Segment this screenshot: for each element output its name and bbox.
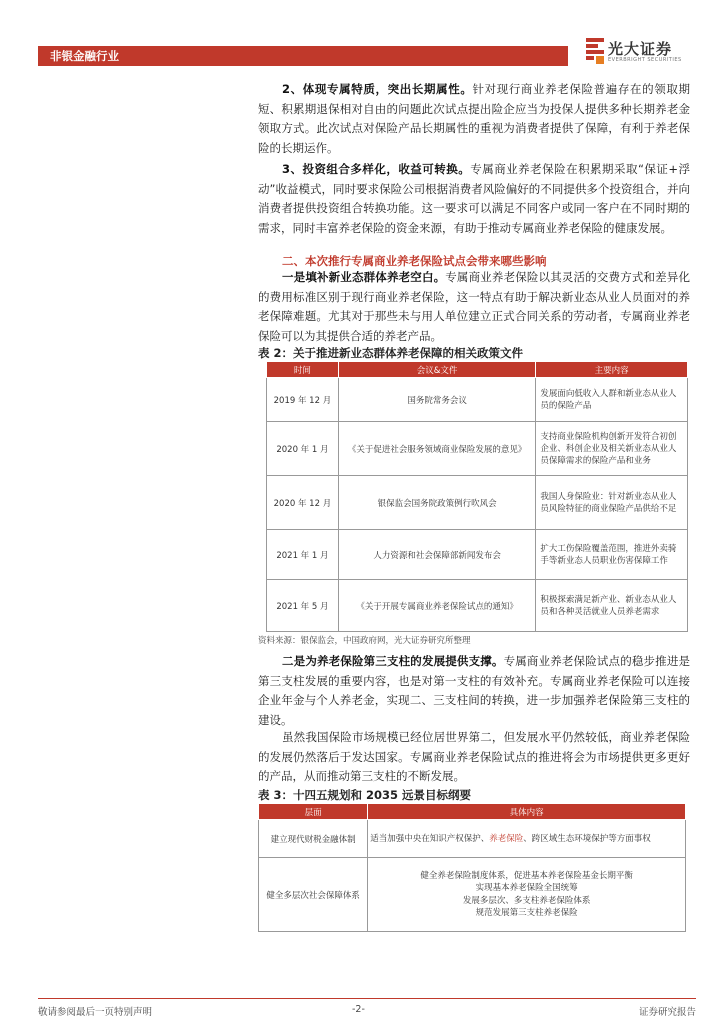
brand-logo-icon <box>586 38 604 64</box>
brand-subtitle: EVERBRIGHT SECURITIES <box>608 57 682 63</box>
table-row <box>259 858 686 932</box>
table-row <box>267 378 688 422</box>
table-cell <box>368 858 686 932</box>
table-cell: 国务院常务会议 <box>338 378 535 422</box>
table-cell: 人力资源和社会保障部新闻发布会 <box>338 530 535 580</box>
table-cell: 银保监会国务院政策例行吹风会 <box>338 476 535 530</box>
highlight-text: 养老保险 <box>489 833 524 844</box>
table-cell <box>368 820 686 858</box>
paragraph-heading: 一是填补新业态群体养老空白。 <box>282 270 446 284</box>
table-cell: 2020 年 12 月 <box>267 476 339 530</box>
brand-name: 光大证券 <box>608 40 673 58</box>
table-cell: 我国人身保险业：针对新业态从业人员风险特征的商业保险产品供给不足 <box>536 476 688 530</box>
paragraph-heading: 二是为养老保险第三支柱的发展提供支撑。 <box>282 654 504 668</box>
table-row <box>267 422 688 476</box>
cell-line: 实现基本养老保险全国统筹 <box>475 883 578 893</box>
footer-report-type: 证券研究报告 <box>638 1007 696 1018</box>
paragraph-new-business <box>258 268 690 346</box>
table-cell: 《关于促进社会服务领域商业保险发展的意见》 <box>338 422 535 476</box>
table-cell: 2020 年 1 月 <box>267 422 339 476</box>
column-header: 时间 <box>267 362 339 378</box>
table-row <box>267 530 688 580</box>
table-cell: 建立现代财税金融体制 <box>259 820 368 858</box>
table3-title: 表 3：十四五规划和 2035 远景目标纲要 <box>258 788 472 802</box>
table-cell: 2021 年 5 月 <box>267 580 339 632</box>
table-row <box>267 476 688 530</box>
paragraph-investment <box>258 160 690 238</box>
cell-line: 健全养老保险制度体系，促进基本养老保险基金长期平衡 <box>420 870 633 881</box>
table-header-row <box>267 362 688 378</box>
paragraph-third-pillar <box>258 652 690 730</box>
brand-logo <box>586 38 696 66</box>
paragraph-body: 虽然我国保险市场规模已经位居世界第二，但发展水平仍然较低，商业养老保险的发展仍然落后于发达国家。专属商业养老保险试点的推进将会为市场提供更多更好的产品，从而推动第三支柱的不断发展。 <box>258 730 690 783</box>
paragraph-market <box>258 728 690 787</box>
paragraph-long-term <box>258 80 690 158</box>
table-cell: 2019 年 12 月 <box>267 378 339 422</box>
cell-line: 规范发展第三支柱养老保险 <box>475 908 578 918</box>
table-cell: 《关于开展专属商业养老保险试点的通知》 <box>338 580 535 632</box>
table-cell: 扩大工伤保险覆盖范围，推进外卖骑手等新业态人员职业伤害保障工作 <box>536 530 688 580</box>
table-header-row <box>259 804 686 820</box>
policy-table <box>266 361 688 632</box>
table-cell: 积极探索满足新产业、新业态从业人员和各种灵活就业人员养老需求 <box>536 580 688 632</box>
table2-title: 表 2：关于推进新业态群体养老保障的相关政策文件 <box>258 346 524 360</box>
paragraph-body: 针对现行商业养老保险普遍存在的领取期短、积累期退保相对自由的问题此次试点提出险企应当为投保人提供多种长期养老金领取方式。此次试点对保险产品长期属性的重视为消费者提供了保障，有利于养老保险的长期运作。 <box>258 82 691 155</box>
cell-text: 适当加强中央在知识产权保护、 <box>370 833 490 844</box>
paragraph-heading: 3、投资组合多样化，收益可转换。 <box>282 162 471 176</box>
paragraph-body: 专属商业养老保险在积累期采取“保证+浮动”收益模式，同时要求保险公司根据消费者风险偏好的不同提供多个投资组合，并向消费者提供投资组合转换功能。这一要求可以满足不同客户或同一客户在不同时期的需求，同时丰富养老保险的资金来源，有助于推动专属商业养老保险的健康发展。 <box>258 162 691 235</box>
cell-text: 、跨区域生态环境保护等方面事权 <box>523 833 651 844</box>
column-header: 会议&文件 <box>338 362 535 378</box>
table-cell: 健全多层次社会保障体系 <box>259 858 368 932</box>
cell-line: 发展多层次、多支柱养老保险体系 <box>462 895 591 906</box>
column-header: 层面 <box>259 804 368 820</box>
section-heading: 二、本次推行专属商业养老保险试点会带来哪些影响 <box>282 254 547 268</box>
paragraph-heading: 2、体现专属特质，突出长期属性。 <box>282 82 473 96</box>
table-source: 资料来源：银保监会，中国政府网，光大证券研究所整理 <box>258 636 471 646</box>
table-cell: 发展面向低收入人群和新业态从业人员的保险产品 <box>536 378 688 422</box>
footer-divider <box>38 998 696 999</box>
table-row <box>267 580 688 632</box>
paragraph-body: 专属商业养老保险以其灵活的交费方式和差异化的费用标准区别于现行商业养老保险，这一特点有助于解决新业态从业人员面对的养老保障难题。尤其对于那些未与用人单位建立正式合同关系的劳动者，专属商业养老保险可以为其提供合适的养老产品。 <box>258 270 690 343</box>
paragraph-body: 专属商业养老保险试点的稳步推进是第三支柱发展的重要内容，也是对第一支柱的有效补充。专属商业养老保险可以连接企业年金与个人养老金，实现二、三支柱间的转换，进一步加强养老保险第三支柱的建设。 <box>258 654 691 727</box>
sector-header: 非银金融行业 <box>38 46 568 66</box>
plan-table <box>258 803 686 932</box>
table-cell: 支持商业保险机构创新开发符合初创企业、科创企业及相关新业态从业人员保障需求的保险产品和业务 <box>536 422 688 476</box>
column-header: 具体内容 <box>368 804 686 820</box>
table-cell: 2021 年 1 月 <box>267 530 339 580</box>
column-header: 主要内容 <box>536 362 688 378</box>
footer-disclaimer: 敬请参阅最后一页特别声明 <box>38 1007 153 1018</box>
page-number: -2- <box>352 1004 365 1015</box>
table-row <box>259 820 686 858</box>
